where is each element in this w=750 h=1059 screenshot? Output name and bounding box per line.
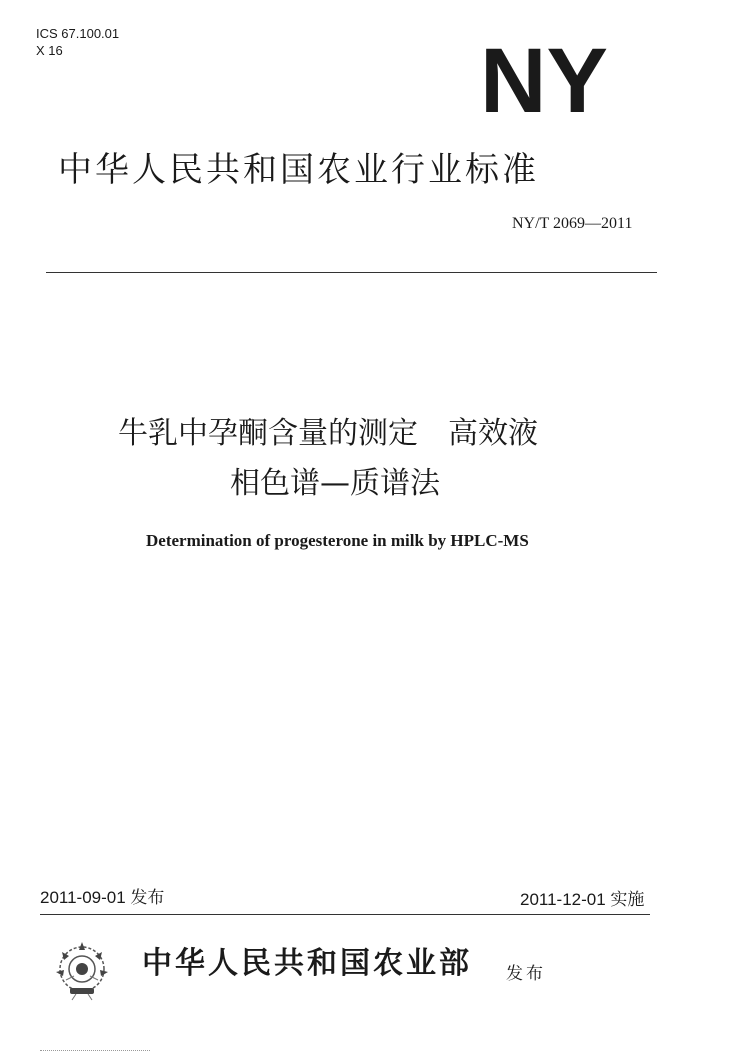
english-title: Determination of progesterone in milk by HPLC-MS — [146, 531, 529, 550]
ny-logo — [480, 40, 610, 120]
issue-label: 发布 — [506, 964, 546, 984]
standard-type-title: 中华人民共和国农业行业标准 — [58, 150, 539, 190]
footer-divider — [40, 914, 650, 915]
implement-date: 2011-12-01 实施 — [520, 890, 645, 909]
chinese-title-line-2: 相色谱—质谱法 — [230, 466, 440, 501]
scan-edge-marks — [40, 1050, 150, 1051]
ny-logo-text: NY — [480, 40, 608, 120]
ministry-emblem-icon — [46, 936, 118, 1002]
chinese-title-line-1: 牛乳中孕酮含量的测定 高效液 — [118, 416, 538, 451]
standard-number: NY/T 2069—2011 — [512, 215, 633, 232]
ics-code: ICS 67.100.01 — [36, 26, 120, 41]
issuing-ministry: 中华人民共和国农业部 — [142, 946, 472, 981]
header-divider — [46, 272, 657, 273]
publish-date: 2011-09-01 发布 — [40, 888, 165, 907]
classification-code: X 16 — [36, 43, 63, 58]
